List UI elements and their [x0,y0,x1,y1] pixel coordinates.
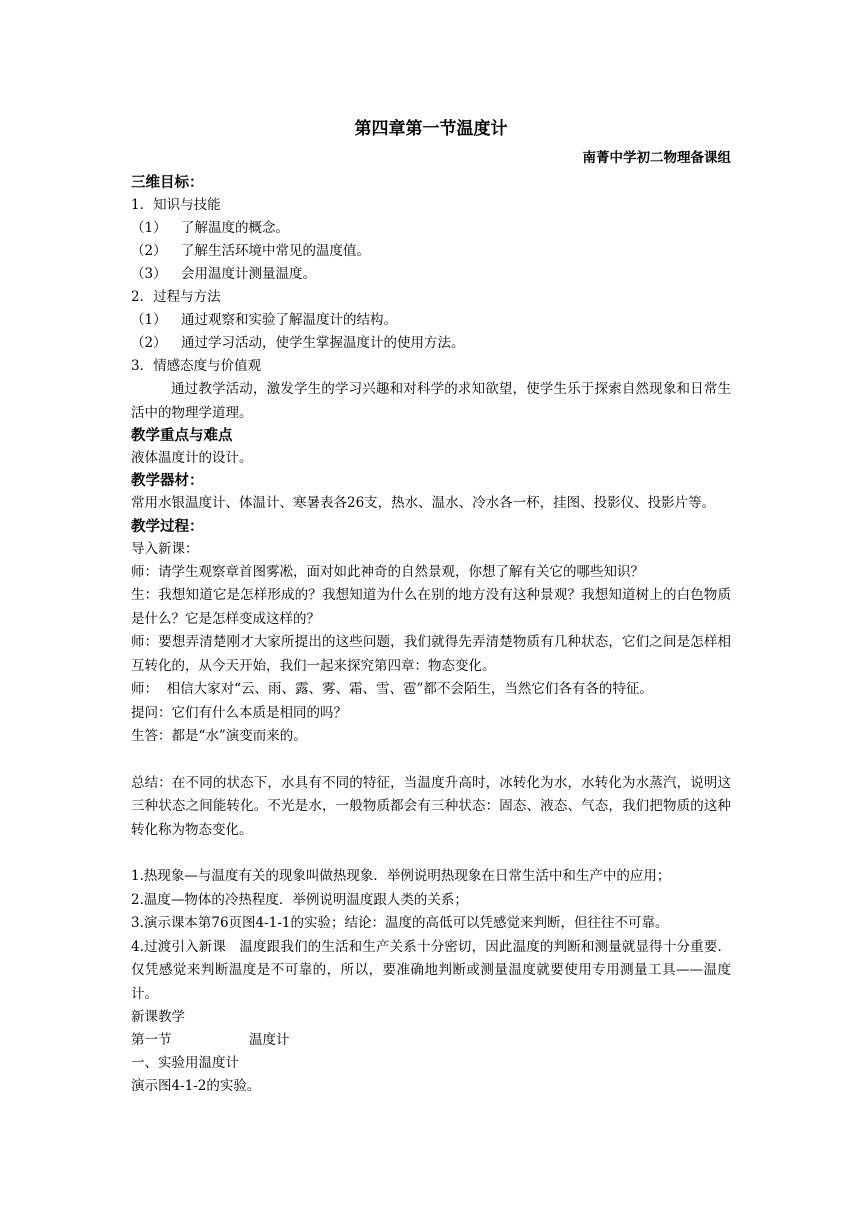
dialog-line: 提问：它们有什么本质是相同的吗？ [131,704,347,721]
item-number: （2） [131,335,167,351]
emotion-title: 3．情感态度与价值观 [131,358,262,374]
item-text: 了解温度的概念。 [181,220,289,236]
author-line: 南菁中学初二物理备课组 [582,150,731,166]
emotion-paragraph: 通过教学活动，激发学生的学习兴趣和对科学的求知欲望，使学生乐于探索自然现象和日常生活中的物理学道理。 [131,381,731,421]
item-number: （1） [131,220,167,236]
item-number: （2） [131,243,167,259]
dialog-line: 生答：都是“水”演变而来的。 [131,728,307,744]
dialog-line: 生：我想知道它是怎样形成的？我想知道为什么在别的地方没有这种景观？我想知道树上的白色物质是什么？它是怎样变成这样的？ [131,587,731,627]
process-method-item [131,309,731,332]
document-title: 第四章第一节温度计 [354,119,508,139]
item-number: （1） [131,312,167,328]
key-points-heading: 教学重点与难点 [131,428,233,444]
item-text: 了解生活环境中常见的温度值。 [181,243,370,259]
knowledge-title: 1．知识与技能 [131,197,221,213]
new-lesson-label: 新课教学 [131,1009,185,1025]
item-text: 通过学习活动，使学生掌握温度计的使用方法。 [181,335,465,351]
section-label: 第一节 [131,1032,172,1048]
document-page [131,114,731,1098]
item-number: （3） [131,266,167,282]
item-text: 会用温度计测量温度。 [181,266,316,282]
process-method-item [131,332,731,355]
item-text: 通过观察和实验了解温度计的结构。 [181,312,397,328]
goals-heading: 三维目标： [131,175,204,191]
point-item: 4.过渡引入新课 温度跟我们的生活和生产关系十分密切，因此温度的判断和测量就显得十分重要．仅凭感觉来判断温度是不可靠的，所以，要准确地判断或测量温度就要使用专用测量工具——温度计。 [131,938,731,1002]
blank-line [131,749,731,772]
process-heading: 教学过程： [131,518,204,535]
point-item: 1.热现象—与温度有关的现象叫做热现象．举例说明热现象在日常生活中和生产中的应用； [131,868,671,884]
equipment-heading: 教学器材： [131,473,204,489]
section-name: 温度计 [249,1032,290,1048]
intro-label: 导入新课： [131,540,199,557]
dialog-line: 师：请学生观察章首图雾凇，面对如此神奇的自然景观，你想了解有关它的哪些知识？ [131,563,644,580]
knowledge-item [131,217,731,240]
summary-paragraph: 总结：在不同的状态下，水具有不同的特征，当温度升高时，冰转化为水，水转化为水蒸汽，说明这三种状态之间能转化。不光是水，一般物质都会有三种状态：固态、液态、气态，我们把物质的这种转化称为物态变化。 [131,774,731,838]
demo-text: 演示图4-1-2的实验。 [131,1078,261,1094]
subsection-title: 一、实验用温度计 [131,1055,239,1071]
point-item: 3.演示课本第76页图4-1-1的实验；结论：温度的高低可以凭感觉来判断，但往往不可靠。 [131,915,669,931]
knowledge-item [131,240,731,263]
dialog-line: 师：要想弄清楚刚才大家所提出的这些问题，我们就得先弄清楚物质有几种状态，它们之间是怎样相互转化的，从今天开始，我们一起来探究第四章：物态变化。 [131,634,731,674]
equipment-text: 常用水银温度计、体温计、寒暑表各26支，热水、温水、冷水各一杯，挂图、投影仪、投影片等。 [131,495,716,511]
section-line [131,1029,731,1052]
knowledge-item [131,263,731,286]
process-method-title: 2．过程与方法 [131,289,221,305]
dialog-line: 师： 相信大家对“云、雨、露、雾、霜、雪、雹”都不会陌生，当然它们各有各的特征。 [131,681,653,697]
point-item: 2.温度—物体的冷热程度．举例说明温度跟人类的关系； [131,891,468,908]
key-points-text: 液体温度计的设计。 [131,450,253,466]
blank-line [131,842,731,865]
